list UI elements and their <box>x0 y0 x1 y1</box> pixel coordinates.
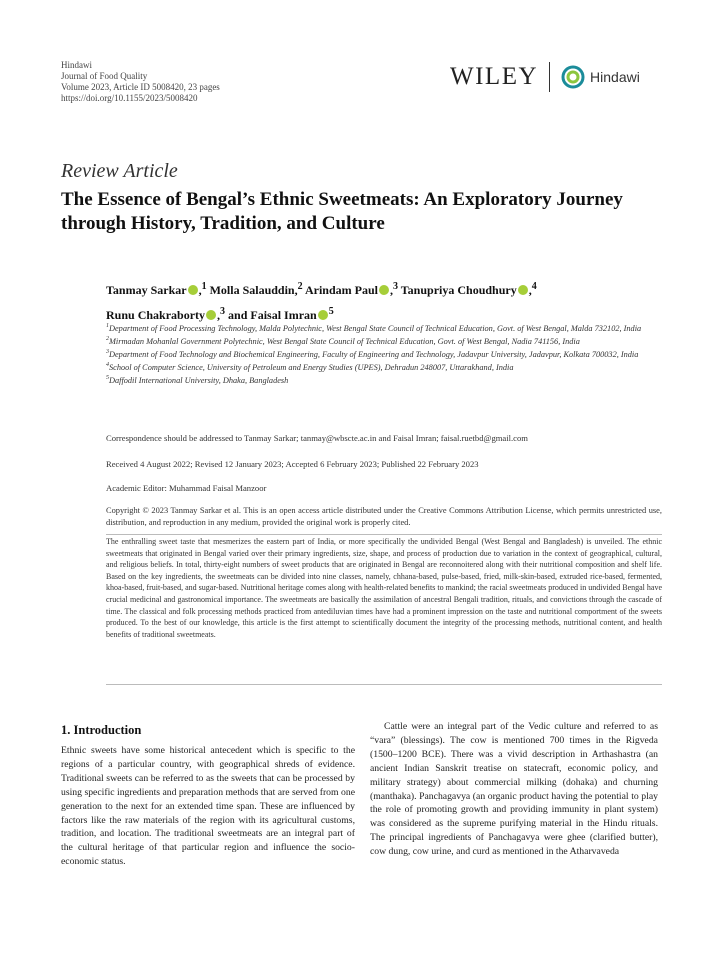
affiliation-text: School of Computer Science, University of Petroleum and Energy Studies (UPES), Dehradun 248007, Uttarakhand, India <box>109 362 514 372</box>
body-column-right: Cattle were an integral part of the Vedic culture and referred to as “vara” (blessings). The cow is mentioned 700 times in the Rigveda (1500–1200 BCE). There was a vivid description in Arthashastra (an ancient Indian Sanskrit treatise on statecraft, economic policy, and military strategy) about commercial milking (dohaka) and churning (manthaka). Panchagavya (an organic product having the potential to play the role of promoting growth and providing immunity in plant system) was considered as the supreme purifying material in the Hindu rituals. The principal ingredients of Panchagavya were ghee (clarified butter), cow dung, cow urine, and curd as mentioned in the Atharvaveda <box>370 721 658 858</box>
affiliation-text: Department of Food Processing Technology, Malda Polytechnic, West Bengal State Council of Technical Education, Govt. of West Bengal, Malda 732102, India <box>109 323 642 333</box>
academic-editor: Academic Editor: Muhammad Faisal Manzoor <box>106 483 267 493</box>
divider <box>106 534 662 535</box>
author-affiliation-mark: 5 <box>328 306 334 317</box>
author-affiliation-mark: 4 <box>531 281 537 292</box>
abstract: The enthralling sweet taste that mesmerizes the eastern part of India, or more specifically the undivided Bengal (West Bengal and Bangladesh) is unveiled. The ethnic sweetmeats that originated in Bengal varied over their primary ingredients, size, shape, and process of production due to variation in the context of geographical, cultural, and religious beliefs. In total, thirty-eight numbers of sweet products that are originated in Bengal are reconnoitered along with their nutritional composition and shelf life. Based on the key ingredients, the sweetmeats can be divided into nine classes, namely, chhana-based, pulse-based, fried, milk-skin-based, extruded rice-based, fermented, khoa-based, fruit-based, and sugar-based. Nutritional heritage comes along with health-related benefits to mankind; the racial sweetmeats produced in undivided Bengal have crucial medicinal and gastronomical importance. The sweetmeats are basically the assimilation of ancestral Bengali tradition, rituals, and convictions through the cascade of time. The classical and folk processing methods practiced from antediluvian times have had a prominent impression on the taste and nutritional comportment of the sweets produced. To the best of our knowledge, this article is the first attempt to scientifically document the integrity of the processing methods, nutritional content, and health benefits of traditional sweetmeats. <box>106 537 662 639</box>
affiliation-item <box>106 334 662 347</box>
author-affiliation-mark: 1 <box>201 281 207 292</box>
author-name[interactable]: Tanupriya Choudhury <box>400 283 517 297</box>
article-title: The Essence of Bengal’s Ethnic Sweetmeats: An Exploratory Journey through History, Tradition, and Culture <box>61 189 623 234</box>
correspondence: Correspondence should be addressed to Tanmay Sarkar; tanmay@wbscte.ac.in and Faisal Imran; faisal.ruetbd@gmail.com <box>106 433 528 443</box>
doi-link[interactable]: https://doi.org/10.1155/2023/5008420 <box>61 93 198 103</box>
hindawi-logo-icon <box>561 65 585 89</box>
orcid-icon[interactable] <box>188 285 198 295</box>
affiliations <box>106 321 662 386</box>
wiley-logo: WILEY <box>450 63 539 90</box>
journal-name: Journal of Food Quality <box>61 71 148 81</box>
orcid-icon[interactable] <box>318 310 328 320</box>
logo-divider <box>549 62 550 92</box>
author-name[interactable]: Molla Salauddin, <box>209 283 298 297</box>
orcid-icon[interactable] <box>379 285 389 295</box>
affiliation-mark: 4 <box>106 361 109 368</box>
article-type: Review Article <box>61 160 178 182</box>
author-affiliation-mark: 2 <box>297 281 303 292</box>
affiliation-item <box>106 360 662 373</box>
affiliation-item <box>106 373 662 386</box>
author-name[interactable]: Arindam Paul <box>304 283 378 297</box>
affiliation-text: Department of Food Technology and Biochemical Engineering, Faculty of Engineering and Technology, Jadavpur University, Jadavpur, Kolkata 700032, India <box>109 349 639 359</box>
orcid-icon[interactable] <box>206 310 216 320</box>
publisher-name: Hindawi <box>61 60 92 70</box>
orcid-icon[interactable] <box>518 285 528 295</box>
author-name[interactable]: Tanmay Sarkar <box>106 283 187 297</box>
hindawi-logo-text: Hindawi <box>590 69 640 85</box>
affiliation-mark: 2 <box>106 335 109 342</box>
affiliation-mark: 1 <box>106 323 109 329</box>
author-affiliation-mark: 3 <box>392 281 398 292</box>
affiliation-item <box>106 347 662 360</box>
divider <box>106 684 662 685</box>
affiliation-mark: 3 <box>106 348 109 355</box>
affiliation-mark: 5 <box>106 374 109 381</box>
journal-metadata <box>61 60 220 104</box>
author-name[interactable]: and Faisal Imran <box>228 308 317 322</box>
body-column-left: Ethnic sweets have some historical antecedent which is specific to the regions of a particular country, with geographical shreds of evidence. Traditional sweets can be referred to as the sweets that can be processed by using specific ingredients and preparation methods that are served from one generation to the next for an extended time span. These are influenced by factors like the raw materials of the region with its agricultural customs, tradition, and location. The traditional sweetmeats are an integral part of the cultural heritage of that particular region and influence the socio-economic status. <box>61 745 355 868</box>
author-name[interactable]: Runu Chakraborty <box>106 308 206 322</box>
publication-dates: Received 4 August 2022; Revised 12 January 2023; Accepted 6 February 2023; Published 22 February 2023 <box>106 459 479 469</box>
volume-info: Volume 2023, Article ID 5008420, 23 pages <box>61 82 220 92</box>
affiliation-text: Mirmadan Mohanlal Government Polytechnic, West Bengal State Council of Technical Education, Govt. of West Bengal, Nadia 741156, India <box>109 336 580 346</box>
copyright-notice: Copyright © 2023 Tanmay Sarkar et al. This is an open access article distributed under the Creative Commons Attribution License, which permits unrestricted use, distribution, and reproduction in any medium, provided the original work is properly cited. <box>106 506 662 527</box>
publisher-logos <box>450 60 650 94</box>
author-list: Tanmay Sarkar ,$^1$ Molla Salauddin,$^2$ Arindam Paul ,$^3$ Tanupriya Choudhury ,$^4$ Runu Chakraborty ,$^3$ and Faisal Imran $^5$ <box>106 281 537 322</box>
affiliation-text: Daffodil International University, Dhaka, Bangladesh <box>109 375 289 385</box>
section-heading: 1. Introduction <box>61 723 142 737</box>
author-affiliation-mark: 3 <box>220 306 226 317</box>
affiliation-item <box>106 321 662 334</box>
